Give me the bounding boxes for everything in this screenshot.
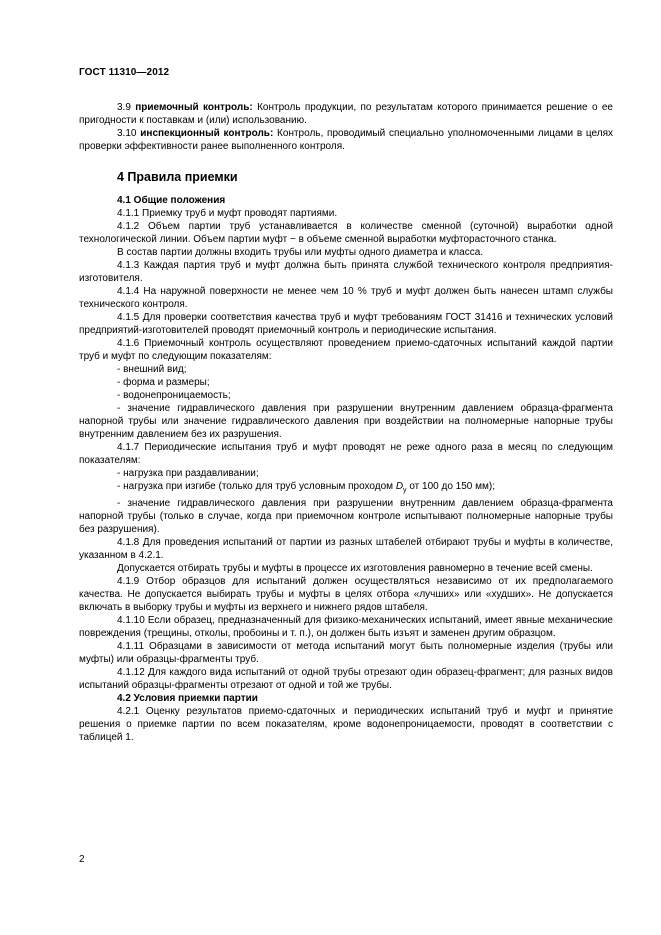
list-item: - водонепроницаемость; [117, 390, 231, 401]
section-heading-4: 4 Правила приемки [117, 170, 238, 184]
clause-number: 3.10 [117, 128, 141, 139]
document-header: ГОСТ 11310—2012 [79, 67, 170, 78]
page-number: 2 [79, 854, 85, 865]
list-text: от 100 до 150 мм); [406, 481, 495, 492]
list-item: - нагрузка при раздавливании; [117, 468, 259, 479]
list-text: - нагрузка при изгибе (только для труб условным проходом [117, 481, 396, 492]
clause-4-1-8: 4.1.8 Для проведения испытаний от партии из разных штабелей отбирают трубы и муфты в количестве, указанном в 4.2.1. [79, 537, 613, 561]
definition: Контроль продукции, по результатам которого принимается решение о ее пригодности к поставкам и (или) использованию. [79, 102, 613, 126]
definition: Контроль, проводимый специально уполномоченными лицами в целях проверки эффективности ранее выполненного контроля. [79, 128, 613, 152]
clause-4-1-11: 4.1.11 Образцами в зависимости от метода испытаний могут быть полномерные изделия (трубы или муфты) или образцы-фрагменты труб. [79, 641, 613, 665]
clause-number: 3.9 [117, 102, 136, 113]
clause-4-1-3: 4.1.3 Каждая партия труб и муфт должна быть принята службой технического контроля предприятия-изготовителя. [79, 260, 613, 284]
clause-4-1-7: 4.1.7 Периодические испытания труб и муфт проводят не реже одного раза в месяц по следующим показателям: [79, 442, 613, 466]
clause-4-1-12: 4.1.12 Для каждого вида испытаний от одной трубы отрезают один образец-фрагмент; для разных видов испытаний образцы-фрагменты отрезают от одной и той же трубы. [79, 667, 613, 691]
clause-4-1-1: 4.1.1 Приемку труб и муфт проводят партиями. [117, 208, 338, 219]
subsection-heading-4-1: 4.1 Общие положения [117, 195, 226, 206]
clause-3-10 [79, 127, 613, 153]
clause-3-9 [79, 101, 613, 127]
clause-4-1-5: 4.1.5 Для проверки соответствия качества труб и муфт требованиям ГОСТ 31416 и технических условий предприятий-изготовителей проводят приемочный контроль и периодические испытания. [79, 312, 613, 336]
symbol-d: D [395, 481, 404, 492]
term: инспекционный контроль: [140, 128, 274, 139]
clause-4-1-8-cont: Допускается отбирать трубы и муфты в процессе их изготовления равномерно в течение всей смены. [117, 563, 593, 574]
clause-4-1-2-cont: В состав партии должны входить трубы или муфты одного диаметра и класса. [117, 247, 484, 258]
list-item-bending [79, 480, 613, 497]
list-item: - внешний вид; [117, 364, 187, 375]
clause-4-2-1: 4.2.1 Оценку результатов приемо-сдаточных и периодических испытаний труб и муфт и принятие решения о приемке партии по всем показателям, кроме водонепроницаемости, проводят в соответствии с таблицей 1. [79, 706, 613, 743]
term: приемочный контроль: [135, 102, 253, 113]
clause-4-1-2: 4.1.2 Объем партии труб устанавливается в количестве сменной (суточной) выработки одной технологической линии. Объем партии муфт − в объеме сменной выработки муфторасточного станка. [79, 221, 613, 245]
clause-4-1-10: 4.1.10 Если образец, предназначенный для физико-механических испытаний, имеет явные механические повреждения (трещины, отколы, пробоины и т. п.), он должен быть изъят и заменен другим образцом. [79, 615, 613, 639]
clause-4-1-4: 4.1.4 На наружной поверхности не менее чем 10 % труб и муфт должен быть нанесен штамп службы технического контроля. [79, 286, 613, 310]
list-item-pressure: - значение гидравлического давления при разрушении внутренним давлением образца-фрагмента напорной трубы (только в случае, когда при приемочном контроле испытывают полномерные напорные трубы без разрушения). [79, 498, 613, 535]
list-item-pressure: - значение гидравлического давления при разрушении внутренним давлением образца-фрагмента напорной трубы или значение гидравлического давления при воздействии на полномерные напорные трубы внутренним давлением без их разрушения. [79, 403, 613, 440]
document-body [79, 101, 613, 744]
symbol-subscript: у [403, 487, 407, 494]
subsection-heading-4-2: 4.2 Условия приемки партии [117, 693, 258, 704]
list-item: - форма и размеры; [117, 377, 210, 388]
clause-4-1-9: 4.1.9 Отбор образцов для испытаний должен осуществляться независимо от их предполагаемого качества. Не допускается выбирать трубы и муфты в целях отбора «лучших» или «худших». Не допускается включать в выборку трубы и муфты из верхнего и нижнего рядов штабеля. [79, 576, 613, 613]
clause-4-1-6: 4.1.6 Приемочный контроль осуществляют проведением приемо-сдаточных испытаний каждой партии труб и муфт по следующим показателям: [79, 338, 613, 362]
